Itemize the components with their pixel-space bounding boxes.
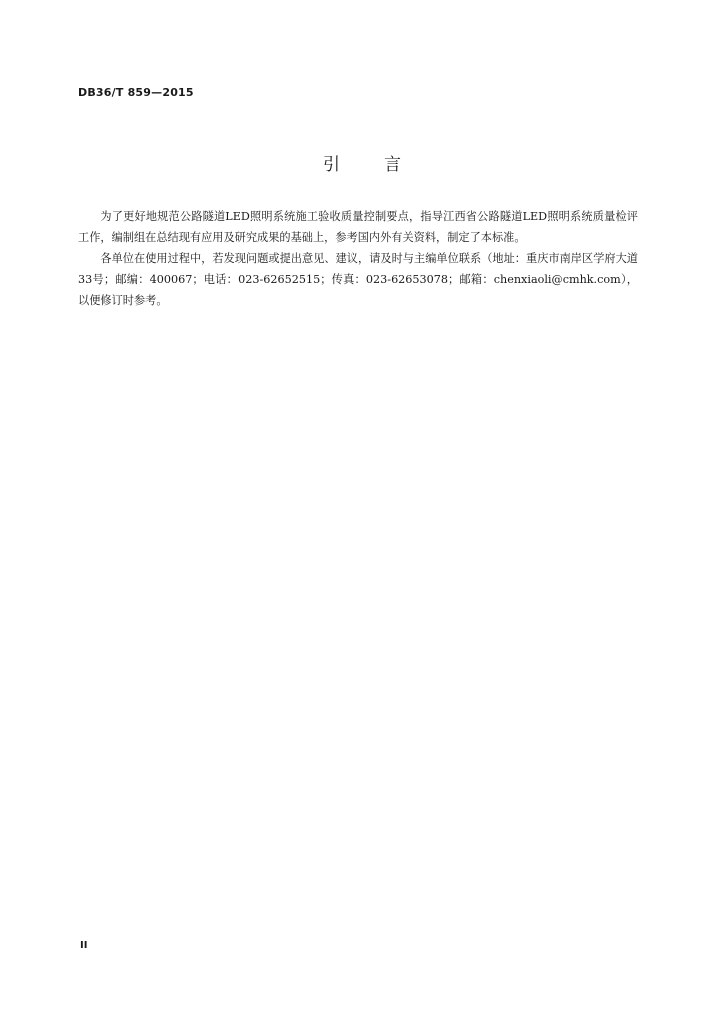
body-text xyxy=(78,206,638,311)
paragraph-contact: 各单位在使用过程中，若发现问题或提出意见、建议，请及时与主编单位联系（地址：重庆市南岸区学府大道33号；邮编：400067；电话：023-62652515；传真：023-62653078；邮箱：chenxiaoli@cmhk.com），以便修订时参考。 xyxy=(78,252,638,307)
page-title: 引言 xyxy=(323,155,445,175)
document-code: DB36/T 859—2015 xyxy=(78,86,194,99)
paragraph-purpose: 为了更好地规范公路隧道LED照明系统施工验收质量控制要点，指导江西省公路隧道LED照明系统质量检评工作，编制组在总结现有应用及研究成果的基础上，参考国内外有关资料，制定了本标准。 xyxy=(78,210,638,244)
page-number: II xyxy=(80,940,88,951)
